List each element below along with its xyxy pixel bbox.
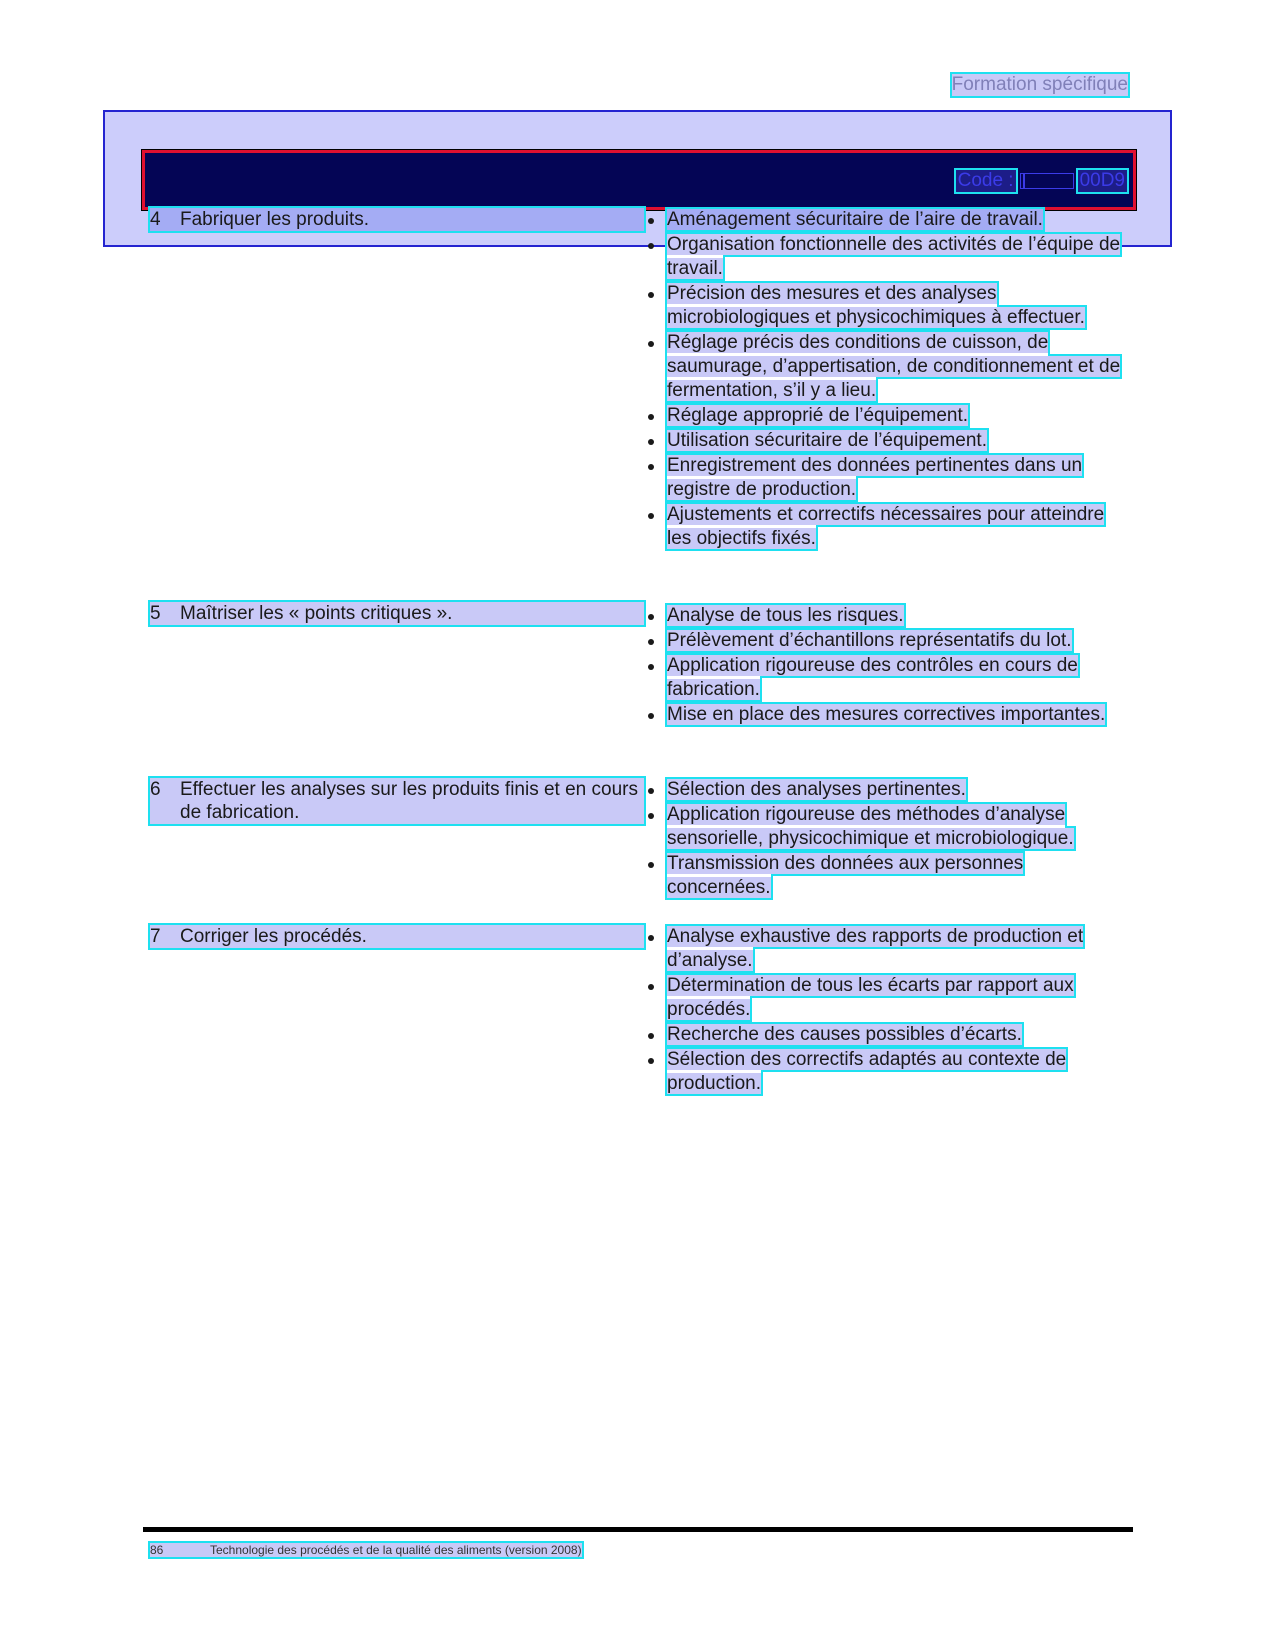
criterion-text: Détermination de tous les écarts par rapport aux procédés. (667, 975, 1074, 1020)
criterion-item (645, 974, 1125, 1022)
criterion-item (645, 429, 1125, 453)
criterion-text: Mise en place des mesures correctives importantes. (667, 704, 1106, 725)
criterion-item (645, 208, 1125, 232)
element-number: 4 (150, 209, 161, 230)
code-group (956, 170, 1127, 192)
criterion-item (645, 778, 1125, 802)
criterion-text: Transmission des données aux personnes concernées. (667, 853, 1024, 898)
element-row (150, 778, 644, 824)
criterion-text: Analyse de tous les risques. (667, 605, 904, 626)
footer (150, 1543, 582, 1557)
criterion-text: Réglage approprié de l’équipement. (667, 405, 969, 426)
code-value: 00D9 (1079, 170, 1125, 191)
criterion-text: Ajustements et correctifs nécessaires pour atteindre les objectifs fixés. (667, 504, 1105, 549)
criterion-item (645, 1048, 1125, 1096)
criterion-item (645, 654, 1125, 702)
criterion-item (645, 331, 1125, 403)
criterion-text: Sélection des analyses pertinentes. (667, 779, 966, 800)
criteria-list (645, 604, 1125, 728)
element-text: Fabriquer les produits. (180, 209, 370, 230)
criterion-item (645, 604, 1125, 628)
footer-title: Technologie des procédés et de la qualité des aliments (version 2008) (210, 1543, 582, 1557)
element-text: Corriger les procédés. (180, 926, 367, 947)
element-number: 6 (150, 779, 161, 800)
criterion-item (645, 852, 1125, 900)
criterion-text: Aménagement sécuritaire de l’aire de travail. (667, 209, 1043, 230)
criterion-text: Analyse exhaustive des rapports de production et d’analyse. (667, 926, 1084, 971)
criterion-item (645, 404, 1125, 428)
criterion-item (645, 803, 1125, 851)
criterion-item (645, 703, 1125, 727)
code-separator-icon (1020, 173, 1074, 189)
running-header: Formation spécifique (951, 74, 1128, 95)
criteria-list (645, 925, 1125, 1097)
criterion-text: Sélection des correctifs adaptés au contexte de production. (667, 1049, 1067, 1094)
criterion-item (645, 925, 1125, 973)
criterion-item (645, 454, 1125, 502)
page-number: 86 (150, 1543, 164, 1557)
criterion-text: Prélèvement d’échantillons représentatifs du lot. (667, 630, 1072, 651)
criterion-item (645, 503, 1125, 551)
criterion-item (645, 629, 1125, 653)
element-row (150, 925, 644, 948)
element-text: Effectuer les analyses sur les produits finis et en cours de fabrication. (180, 779, 638, 823)
criterion-text: Enregistrement des données pertinentes dans un registre de production. (667, 455, 1083, 500)
criteria-list (645, 778, 1125, 901)
criterion-text: Réglage précis des conditions de cuisson, de saumurage, d’appertisation, de conditionnement et de fermentation, s’il y a lieu. (667, 332, 1121, 401)
criterion-text: Application rigoureuse des contrôles en cours de fabrication. (667, 655, 1078, 700)
criterion-item (645, 233, 1125, 281)
criteria-list (645, 208, 1125, 552)
criterion-text: Application rigoureuse des méthodes d’analyse sensorielle, physicochimique et microbiologique. (667, 804, 1074, 849)
criterion-text: Précision des mesures et des analyses microbiologiques et physicochimiques à effectuer. (667, 283, 1085, 328)
criterion-item (645, 1023, 1125, 1047)
element-number: 5 (150, 603, 161, 624)
title-band (142, 150, 1136, 210)
element-row (150, 208, 644, 231)
criterion-text: Recherche des causes possibles d’écarts. (667, 1024, 1022, 1045)
criterion-item (645, 282, 1125, 330)
code-label: Code : (957, 170, 1014, 191)
criterion-text: Organisation fonctionnelle des activités de l’équipe de travail. (667, 234, 1121, 279)
element-row (150, 602, 644, 625)
element-number: 7 (150, 926, 161, 947)
footer-rule (143, 1527, 1133, 1532)
element-text: Maîtriser les « points critiques ». (180, 603, 453, 624)
criterion-text: Utilisation sécuritaire de l’équipement. (667, 430, 987, 451)
